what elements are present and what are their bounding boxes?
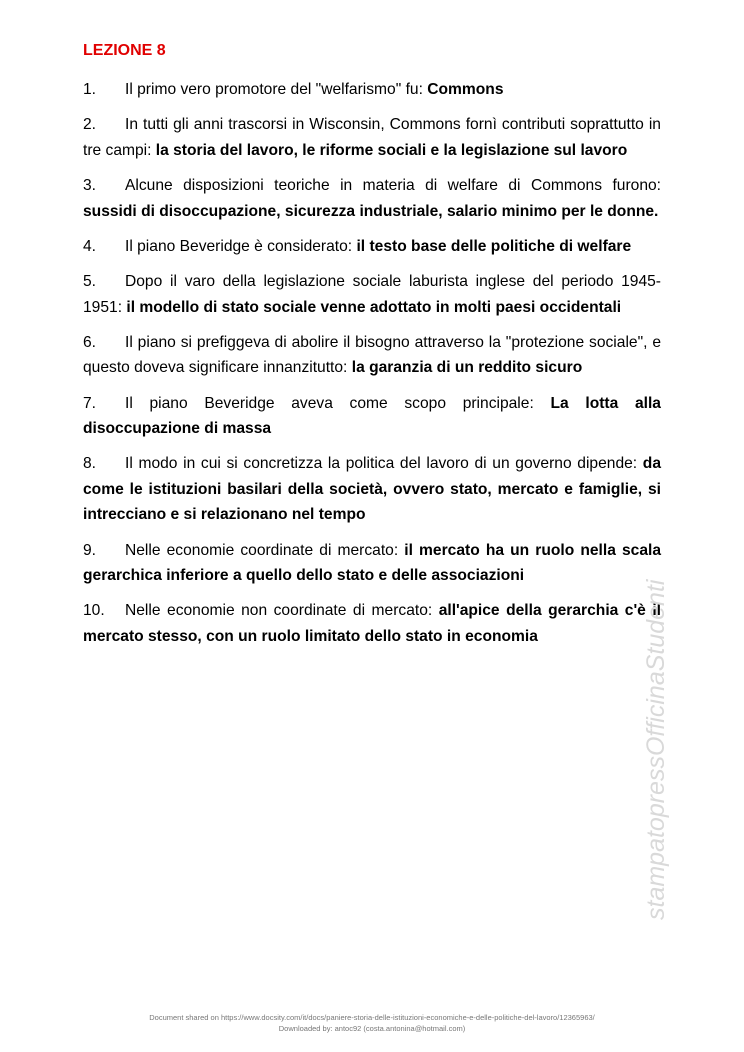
item-number: 8. <box>83 455 97 473</box>
item-question: Dopo il varo della legislazione sociale laburista inglese del periodo 1945-1951: <box>83 272 661 316</box>
footer-shared-link[interactable]: Document shared on https://www.docsity.com/it/docs/paniere-storia-delle-istituzioni-economiche-e-delle-politiche-del-lavoro/12365963/ <box>149 1013 595 1022</box>
footer <box>0 1012 744 1034</box>
list-item <box>83 598 661 649</box>
item-number: 2. <box>83 116 97 134</box>
list-item <box>83 173 661 224</box>
item-number: 4. <box>83 237 97 255</box>
item-answer: il mercato ha un ruolo nella scala gerarchica inferiore a quello dello stato e delle associazioni <box>83 541 661 585</box>
item-question: In tutti gli anni trascorsi in Wisconsin, Commons fornì contributi soprattutto in tre campi: <box>83 116 661 159</box>
item-answer: sussidi di disoccupazione, sicurezza industriale, salario minimo per le donne. <box>83 202 659 220</box>
question-list <box>83 77 661 659</box>
item-question: Il piano si prefiggeva di abolire il bisogno attraverso la "protezione sociale", e questo doveva significare innanzitutto: <box>83 333 661 377</box>
footer-downloaded-by: Downloaded by: antoc92 (costa.antonina@hotmail.com) <box>278 1024 466 1033</box>
item-number: 10. <box>83 602 105 620</box>
item-answer: la storia del lavoro, le riforme sociali e la legislazione sul lavoro <box>155 141 628 159</box>
item-question: Il piano Beveridge aveva come scopo principale: <box>125 394 551 412</box>
list-item <box>83 391 661 442</box>
item-answer: all'apice della gerarchia c'è il mercato stesso, con un ruolo limitato dello stato in economia <box>83 602 662 646</box>
list-item <box>83 112 661 163</box>
watermark: stampatopressOfficinaStudenti <box>642 579 670 920</box>
list-item <box>83 269 661 320</box>
item-question: Il piano Beveridge è considerato: <box>125 237 357 255</box>
item-answer: il modello di stato sociale venne adottato in molti paesi occidentali <box>126 298 622 316</box>
item-number: 9. <box>83 541 97 559</box>
item-number: 7. <box>83 394 97 412</box>
item-number: 3. <box>83 176 97 194</box>
list-item <box>83 330 661 381</box>
item-question: Alcune disposizioni teoriche in materia di welfare di Commons furono: <box>125 176 661 194</box>
item-answer: Commons <box>427 81 504 98</box>
item-question: Nelle economie non coordinate di mercato: <box>125 602 439 620</box>
item-answer: il testo base delle politiche di welfare <box>356 237 632 255</box>
item-question: Nelle economie coordinate di mercato: <box>125 541 405 559</box>
list-item <box>83 451 661 528</box>
item-answer: La lotta alla disoccupazione di massa <box>83 394 661 438</box>
list-item <box>83 77 661 103</box>
item-number: 1. <box>83 81 97 98</box>
list-item <box>83 234 661 260</box>
item-question: Il primo vero promotore del "welfarismo" fu: <box>125 81 428 98</box>
item-number: 6. <box>83 333 97 351</box>
item-answer: da come le istituzioni basilari della società, ovvero stato, mercato e famiglie, si intrecciano e si relazionano nel tempo <box>83 455 661 524</box>
item-question: Il modo in cui si concretizza la politica del lavoro di un governo dipende: <box>125 455 643 473</box>
item-number: 5. <box>83 272 97 290</box>
list-item <box>83 538 661 589</box>
item-answer: la garanzia di un reddito sicuro <box>351 359 583 377</box>
lesson-title: LEZIONE 8 <box>83 42 166 59</box>
